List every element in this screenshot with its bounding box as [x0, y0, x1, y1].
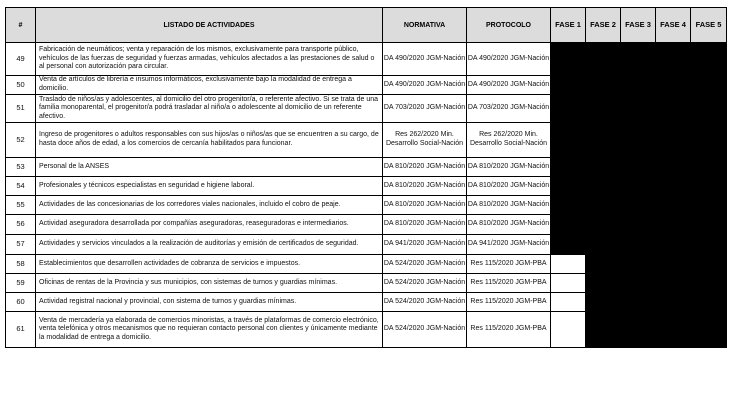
- phase-5-cell: [691, 274, 727, 293]
- activity-description: Actividades de las concesionarias de los corredores viales nacionales, incluido el cobro de peaje.: [36, 196, 383, 215]
- phase-3-cell: [621, 43, 656, 76]
- phase-5-cell: [691, 312, 727, 348]
- table-row: [6, 215, 727, 235]
- phase-1-cell: [551, 235, 586, 255]
- phase-1-cell: [551, 43, 586, 76]
- activities-table: [5, 7, 727, 348]
- phase-5-cell: [691, 43, 727, 76]
- normativa-cell: DA 524/2020 JGM-Nación: [383, 293, 467, 312]
- normativa-cell: Res 262/2020 Min. Desarrollo Social-Nación: [383, 123, 467, 158]
- activity-description: Oficinas de rentas de la Provincia y sus municipios, con sistemas de turnos y guardias mínimas.: [36, 274, 383, 293]
- protocolo-cell: DA 810/2020 JGM-Nación: [467, 215, 551, 235]
- phase-2-cell: [586, 274, 621, 293]
- header-phase-2: FASE 2: [586, 8, 621, 43]
- phase-5-cell: [691, 235, 727, 255]
- phase-4-cell: [656, 255, 691, 274]
- table-row: [6, 76, 727, 95]
- normativa-cell: DA 524/2020 JGM-Nación: [383, 255, 467, 274]
- phase-5-cell: [691, 215, 727, 235]
- table-row: [6, 123, 727, 158]
- table-row: [6, 312, 727, 348]
- header-activity-list: LISTADO DE ACTIVIDADES: [36, 8, 383, 43]
- phase-1-cell: [551, 293, 586, 312]
- activity-description: Ingreso de progenitores o adultos responsables con sus hijos/as o niños/as que se encuentren a su cargo, de hasta doce años de edad, a los comercios de cercanía habilitados para funcionar.: [36, 123, 383, 158]
- table-row: [6, 95, 727, 123]
- header-number: #: [6, 8, 36, 43]
- table-row: [6, 293, 727, 312]
- row-number: 53: [6, 158, 36, 177]
- activity-description: Actividad registral nacional y provincial, con sistema de turnos y guardias mínimas.: [36, 293, 383, 312]
- protocolo-cell: DA 941/2020 JGM-Nación: [467, 235, 551, 255]
- table-row: [6, 177, 727, 196]
- row-number: 57: [6, 235, 36, 255]
- phase-4-cell: [656, 177, 691, 196]
- protocolo-cell: Res 115/2020 JGM-PBA: [467, 274, 551, 293]
- phase-3-cell: [621, 76, 656, 95]
- phase-5-cell: [691, 158, 727, 177]
- header-protocolo: PROTOCOLO: [467, 8, 551, 43]
- activity-description: Personal de la ANSES: [36, 158, 383, 177]
- activity-description: Actividades y servicios vinculados a la realización de auditorías y emisión de certificados de seguridad.: [36, 235, 383, 255]
- normativa-cell: DA 703/2020 JGM-Nación: [383, 95, 467, 123]
- activity-description: Venta de artículos de librería e insumos informáticos, exclusivamente bajo la modalidad de entrega a domicilio.: [36, 76, 383, 95]
- protocolo-cell: DA 810/2020 JGM-Nación: [467, 196, 551, 215]
- phase-4-cell: [656, 158, 691, 177]
- phase-2-cell: [586, 95, 621, 123]
- activity-description: Profesionales y técnicos especialistas en seguridad e higiene laboral.: [36, 177, 383, 196]
- phase-5-cell: [691, 196, 727, 215]
- table-row: [6, 196, 727, 215]
- phase-5-cell: [691, 123, 727, 158]
- normativa-cell: DA 810/2020 JGM-Nación: [383, 158, 467, 177]
- phase-4-cell: [656, 235, 691, 255]
- header-phase-1: FASE 1: [551, 8, 586, 43]
- phase-5-cell: [691, 293, 727, 312]
- normativa-cell: DA 490/2020 JGM-Nación: [383, 43, 467, 76]
- phase-2-cell: [586, 123, 621, 158]
- phase-5-cell: [691, 95, 727, 123]
- normativa-cell: DA 524/2020 JGM-Nación: [383, 312, 467, 348]
- phase-3-cell: [621, 274, 656, 293]
- protocolo-cell: DA 490/2020 JGM-Nación: [467, 76, 551, 95]
- phase-3-cell: [621, 123, 656, 158]
- phase-2-cell: [586, 177, 621, 196]
- phase-5-cell: [691, 255, 727, 274]
- row-number: 56: [6, 215, 36, 235]
- phase-3-cell: [621, 312, 656, 348]
- table-row: [6, 274, 727, 293]
- phase-1-cell: [551, 255, 586, 274]
- activity-description: Venta de mercadería ya elaborada de comercios minoristas, a través de plataformas de comercio electrónico, venta telefónica y otros mecanismos que no requieran contacto personal con clientes y únicamente mediante la modalidad de entrega a domicilio.: [36, 312, 383, 348]
- phase-4-cell: [656, 293, 691, 312]
- protocolo-cell: DA 490/2020 JGM-Nación: [467, 43, 551, 76]
- phase-4-cell: [656, 123, 691, 158]
- phase-3-cell: [621, 158, 656, 177]
- phase-2-cell: [586, 255, 621, 274]
- table-row: [6, 158, 727, 177]
- phase-2-cell: [586, 196, 621, 215]
- table-header-row: [6, 8, 727, 43]
- phase-2-cell: [586, 158, 621, 177]
- row-number: 52: [6, 123, 36, 158]
- phase-4-cell: [656, 43, 691, 76]
- phase-2-cell: [586, 293, 621, 312]
- normativa-cell: DA 810/2020 JGM-Nación: [383, 177, 467, 196]
- row-number: 51: [6, 95, 36, 123]
- protocolo-cell: Res 115/2020 JGM-PBA: [467, 293, 551, 312]
- row-number: 55: [6, 196, 36, 215]
- protocolo-cell: DA 810/2020 JGM-Nación: [467, 177, 551, 196]
- row-number: 61: [6, 312, 36, 348]
- row-number: 59: [6, 274, 36, 293]
- activity-description: Fabricación de neumáticos; venta y reparación de los mismos, exclusivamente para transporte público, vehículos de las fuerzas de seguridad y fuerzas armadas, vehículos afectados a las prestaciones de salud o al personal con autorización para circular.: [36, 43, 383, 76]
- phase-1-cell: [551, 123, 586, 158]
- phase-4-cell: [656, 76, 691, 95]
- phase-5-cell: [691, 76, 727, 95]
- phase-3-cell: [621, 95, 656, 123]
- phase-3-cell: [621, 293, 656, 312]
- protocolo-cell: Res 115/2020 JGM-PBA: [467, 312, 551, 348]
- phase-2-cell: [586, 312, 621, 348]
- row-number: 58: [6, 255, 36, 274]
- phase-1-cell: [551, 95, 586, 123]
- normativa-cell: DA 490/2020 JGM-Nación: [383, 76, 467, 95]
- phase-1-cell: [551, 177, 586, 196]
- table-row: [6, 43, 727, 76]
- phase-4-cell: [656, 196, 691, 215]
- protocolo-cell: Res 262/2020 Min. Desarrollo Social-Nación: [467, 123, 551, 158]
- activity-description: Traslado de niños/as y adolescentes, al domicilio del otro progenitor/a, o referente afectivo. Si se trata de una familia monoparental, el progenitor/a podrá trasladar al niño/a o adolescente al domicilio de un referente afectivo.: [36, 95, 383, 123]
- phase-3-cell: [621, 255, 656, 274]
- row-number: 54: [6, 177, 36, 196]
- activity-description: Establecimientos que desarrollen actividades de cobranza de servicios e impuestos.: [36, 255, 383, 274]
- normativa-cell: DA 524/2020 JGM-Nación: [383, 274, 467, 293]
- table-row: [6, 255, 727, 274]
- phase-4-cell: [656, 215, 691, 235]
- protocolo-cell: DA 810/2020 JGM-Nación: [467, 158, 551, 177]
- phase-4-cell: [656, 274, 691, 293]
- normativa-cell: DA 810/2020 JGM-Nación: [383, 215, 467, 235]
- table-row: [6, 235, 727, 255]
- phase-2-cell: [586, 215, 621, 235]
- phase-2-cell: [586, 76, 621, 95]
- normativa-cell: DA 941/2020 JGM-Nación: [383, 235, 467, 255]
- row-number: 49: [6, 43, 36, 76]
- phase-1-cell: [551, 158, 586, 177]
- phase-1-cell: [551, 196, 586, 215]
- header-normativa: NORMATIVA: [383, 8, 467, 43]
- phase-3-cell: [621, 196, 656, 215]
- phase-2-cell: [586, 43, 621, 76]
- phase-1-cell: [551, 274, 586, 293]
- phase-1-cell: [551, 76, 586, 95]
- row-number: 50: [6, 76, 36, 95]
- phase-4-cell: [656, 95, 691, 123]
- header-phase-5: FASE 5: [691, 8, 727, 43]
- activities-document: [5, 7, 726, 348]
- phase-1-cell: [551, 312, 586, 348]
- phase-1-cell: [551, 215, 586, 235]
- phase-3-cell: [621, 235, 656, 255]
- normativa-cell: DA 810/2020 JGM-Nación: [383, 196, 467, 215]
- phase-5-cell: [691, 177, 727, 196]
- protocolo-cell: DA 703/2020 JGM-Nación: [467, 95, 551, 123]
- header-phase-3: FASE 3: [621, 8, 656, 43]
- phase-3-cell: [621, 215, 656, 235]
- activity-description: Actividad aseguradora desarrollada por compañías aseguradoras, reaseguradoras e intermediarios.: [36, 215, 383, 235]
- header-phase-4: FASE 4: [656, 8, 691, 43]
- row-number: 60: [6, 293, 36, 312]
- phase-3-cell: [621, 177, 656, 196]
- protocolo-cell: Res 115/2020 JGM-PBA: [467, 255, 551, 274]
- phase-2-cell: [586, 235, 621, 255]
- phase-4-cell: [656, 312, 691, 348]
